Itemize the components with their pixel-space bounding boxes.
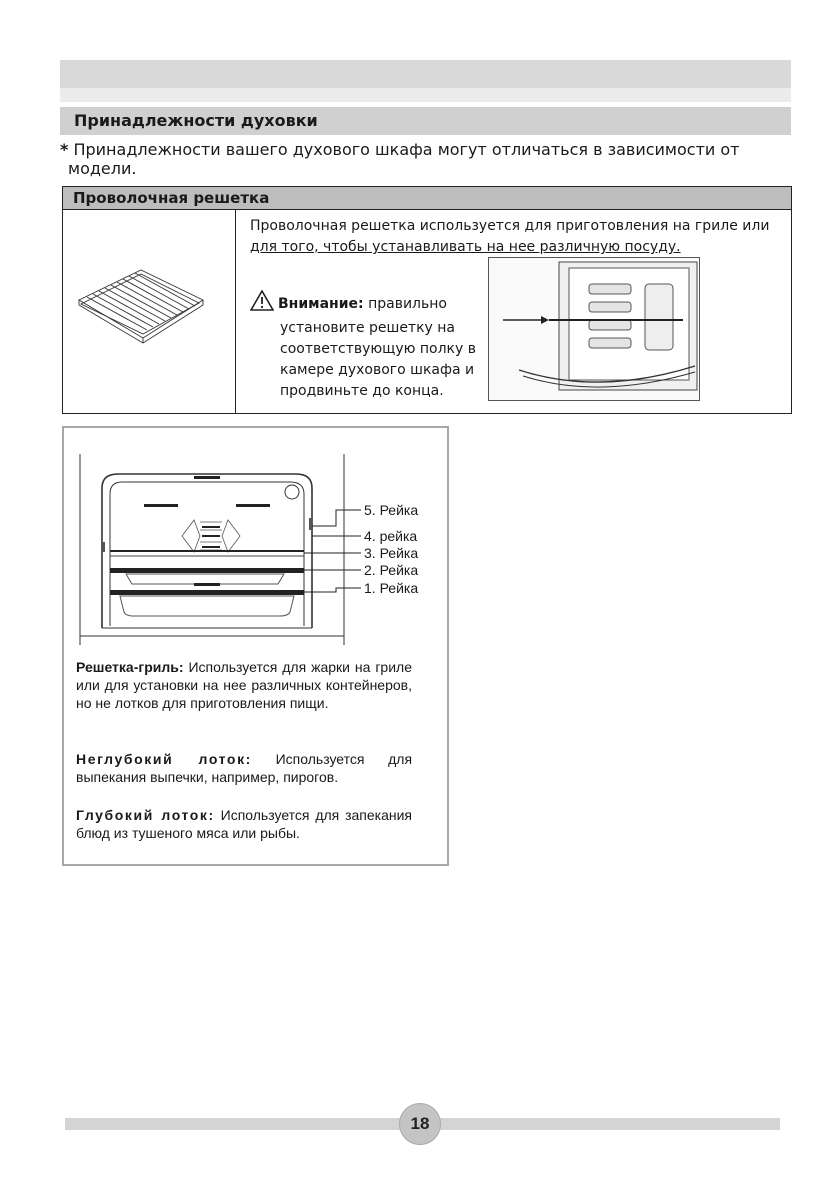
- shelf-label-2: 2. Рейка: [364, 562, 419, 578]
- warning-block: [250, 290, 490, 402]
- wire-rack-header: Проволочная решетка: [63, 187, 792, 210]
- rack-image-cell: [63, 210, 236, 414]
- deep-tray-desc: Используется для запекания блюд из тушеного мяса или рыбы.: [76, 807, 412, 841]
- grill-rack-title: Решетка-гриль:: [76, 659, 184, 675]
- note-line-1: Принадлежности вашего духового шкафа могут отличаться в зависимости от: [73, 140, 740, 159]
- note-line-2: модели.: [68, 159, 137, 178]
- warning-line-3: соответствующую полку в: [280, 341, 476, 357]
- warning-line-5: продвиньте до конца.: [280, 383, 444, 399]
- rack-desc-cell: [236, 210, 792, 414]
- oven-shelf-panel: [62, 426, 449, 866]
- warning-line-1: правильно: [368, 296, 447, 312]
- warning-line-4: камере духового шкафа и: [280, 362, 475, 378]
- oven-shelf-diagram: [74, 440, 444, 645]
- header-bar: [60, 60, 791, 88]
- wire-rack-image: [63, 210, 235, 408]
- model-note: [60, 140, 791, 178]
- shelf-label-5: 5. Рейка: [364, 502, 419, 518]
- deep-tray-text: [76, 806, 412, 842]
- warning-label: Внимание:: [278, 296, 364, 312]
- wire-rack-table: [62, 186, 792, 414]
- shallow-tray-text: [76, 750, 412, 786]
- rack-desc-line-1: Проволочная решетка используется для приготовления на гриле или: [250, 218, 770, 234]
- grill-rack-text: [76, 658, 412, 712]
- oven-rack-photo: [488, 257, 700, 401]
- grill-rack-desc: Используется для жарки на гриле или для установки на нее различных контейнеров, но не лотков для приготовления пищи.: [76, 659, 412, 711]
- shelf-label-3: 3. Рейка: [364, 545, 419, 561]
- shelf-label-4: 4. рейка: [364, 528, 418, 544]
- shallow-tray-desc: Используется для выпекания выпечки, например, пирогов.: [76, 751, 413, 785]
- rack-desc-line-2: для того, чтобы устанавливать на нее различную посуду.: [250, 239, 681, 255]
- warning-line-2: установите решетку на: [280, 320, 456, 336]
- shelf-label-1: 1. Рейка: [364, 580, 419, 596]
- asterisk: *: [60, 140, 69, 159]
- section-title: Принадлежности духовки: [60, 107, 791, 135]
- shallow-tray-title: Неглубокий лоток:: [76, 751, 252, 767]
- deep-tray-title: Глубокий лоток:: [76, 807, 215, 823]
- rack-description: [250, 216, 790, 258]
- header-sub-bar: [60, 88, 791, 102]
- page-number: 18: [399, 1103, 441, 1145]
- warning-triangle-icon: [250, 290, 274, 318]
